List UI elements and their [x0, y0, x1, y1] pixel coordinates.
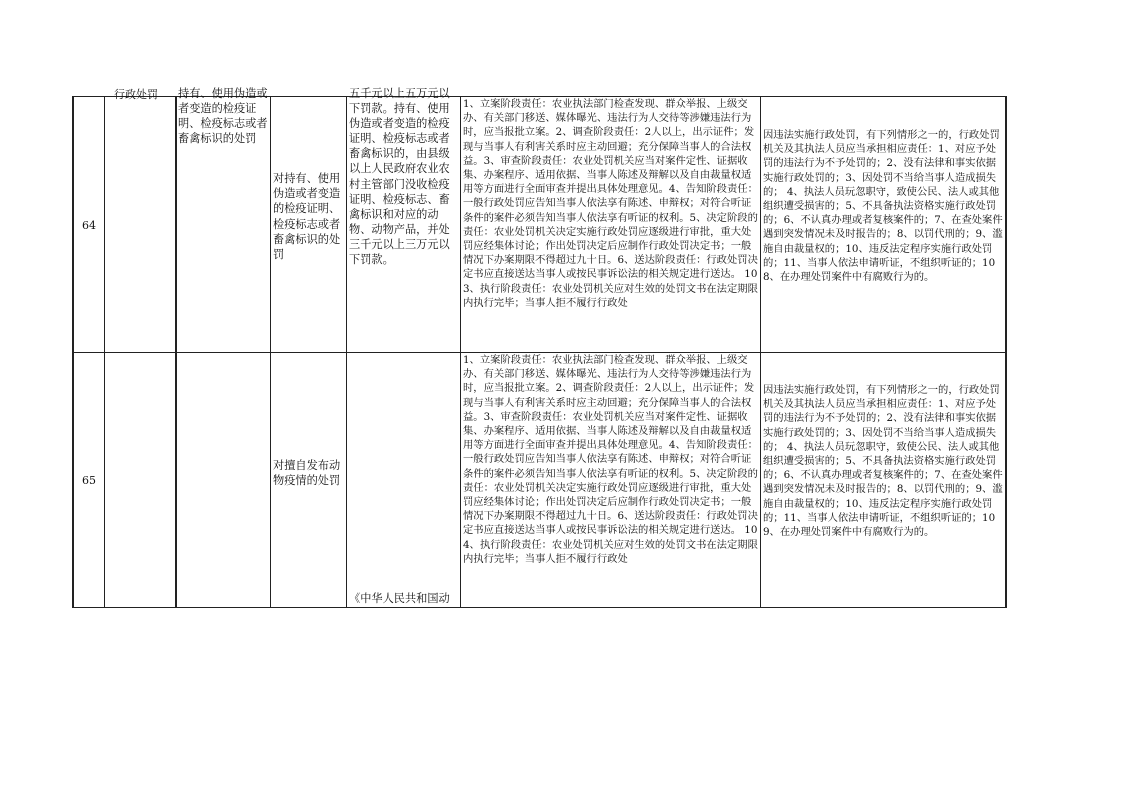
accountability-cell: 因违法实施行政处罚，有下列情形之一的，行政处罚机关及其执法人员应当承担相应责任：1、对应予处罚的违法行为不予处罚的；2、没有法律和事实依据实施行政处罚的；3、因处罚不当给当事人造成损失的； 4、执法人员玩忽职守，致使公民、法人或其他组织遭受损害的；5、不具备执法资格实施行政处罚的；6、不认真办理或者复核案件的；7、在查处案件遇到突发情况未及时报告的；8、以罚代刑的；9、滥施自由裁量权的；10、违反法定程序实施行政处罚的；11、当事人依法申请听证，不组织听证的；109、在办理处罚案件中有腐败行为的。 — [763, 384, 1003, 539]
row-divider — [72, 607, 1007, 608]
row-number: 64 — [82, 219, 96, 232]
sub-item-cell: 对持有、使用伪造或者变造的检疫证明、检疫标志或者畜禽标识的处罚 — [273, 172, 341, 262]
responsibility-cell: 1、立案阶段责任：农业执法部门检查发现、群众举报、上级交办、有关部门移送、媒体曝光、违法行为人交待等涉嫌违法行为时，应当报批立案。2、调查阶段责任：2人以上，出示证件；发现与当事人有利害关系时应主动回避；充分保障当事人的合法权益。3、审查阶段责任：农业处罚机关应当对案件定性、证据收集、办案程序、适用依据、当事人陈述及辩解以及自由裁量权适用等方面进行全面审查并提出具体处理意见。4、告知阶段责任：一般行政处罚应告知当事人依法享有陈述、申辩权；对符合听证条件的案件必须告知当事人依法享有听证的权利。5、决定阶段的责任：农业处罚机关决定实施行政处罚应逐级进行审批，重大处罚应经集体讨论；作出处罚决定后应制作行政处罚决定书；一般情况下办案期限不得超过九十日。6、送达阶段责任：行政处罚决定书应直接送达当事人或按民事诉讼法的相关规定进行送达。 104、执行阶段责任：农业处罚机关应对生效的处罚文书在法定期限内执行完毕；当事人拒不履行行政处 — [463, 354, 758, 565]
category-cell: 行政处罚 — [114, 88, 158, 101]
basis-cell: 五千元以上五万元以下罚款。持有、使用伪造或者变造的检疫证明、检疫标志或者畜禽标识的，由县级以上人民政府农业农村主管部门没收检疫证明、检疫标志、畜禽标识和对应的动物、动物产品，并处三千元以上三万元以下罚款。 — [349, 87, 450, 267]
main-item-cell: 持有、使用伪造或者变造的检疫证明、检疫标志或者畜禽标识的处罚 — [178, 87, 268, 145]
row-number: 65 — [82, 474, 96, 487]
responsibility-cell: 1、立案阶段责任：农业执法部门检查发现、群众举报、上级交办、有关部门移送、媒体曝光、违法行为人交待等涉嫌违法行为时，应当报批立案。2、调查阶段责任：2人以上，出示证件；发现与当事人有利害关系时应主动回避；充分保障当事人的合法权益。3、审查阶段责任：农业处罚机关应当对案件定性、证据收集、办案程序、适用依据、当事人陈述及辩解以及自由裁量权适用等方面进行全面审查并提出具体处理意见。4、告知阶段责任：一般行政处罚应告知当事人依法享有陈述、申辩权；对符合听证条件的案件必须告知当事人依法享有听证的权利。5、决定阶段的责任：农业处罚机关决定实施行政处罚应逐级进行审批，重大处罚应经集体讨论；作出处罚决定后应制作行政处罚决定书；一般情况下办案期限不得超过九十日。6、送达阶段责任：行政处罚决定书应直接送达当事人或按民事诉讼法的相关规定进行送达。 103、执行阶段责任：农业处罚机关应对生效的处罚文书在法定期限内执行完毕；当事人拒不履行行政处 — [463, 98, 758, 309]
sub-item-cell: 对擅自发布动物疫情的处罚 — [273, 459, 341, 488]
basis-cell: 《中华人民共和国动 — [349, 592, 450, 605]
accountability-cell: 因违法实施行政处罚，有下列情形之一的，行政处罚机关及其执法人员应当承担相应责任：1、对应予处罚的违法行为不予处罚的；2、没有法律和事实依据实施行政处罚的；3、因处罚不当给当事人造成损失的； 4、执法人员玩忽职守，致使公民、法人或其他组织遭受损害的；5、不具备执法资格实施行政处罚的；6、不认真办理或者复核案件的；7、在查处案件遇到突发情况未及时报告的；8、以罚代刑的；9、滥施自由裁量权的；10、违反法定程序实施行政处罚的；11、当事人依法申请听证，不组织听证的；108、在办理处罚案件中有腐败行为的。 — [763, 129, 1003, 284]
